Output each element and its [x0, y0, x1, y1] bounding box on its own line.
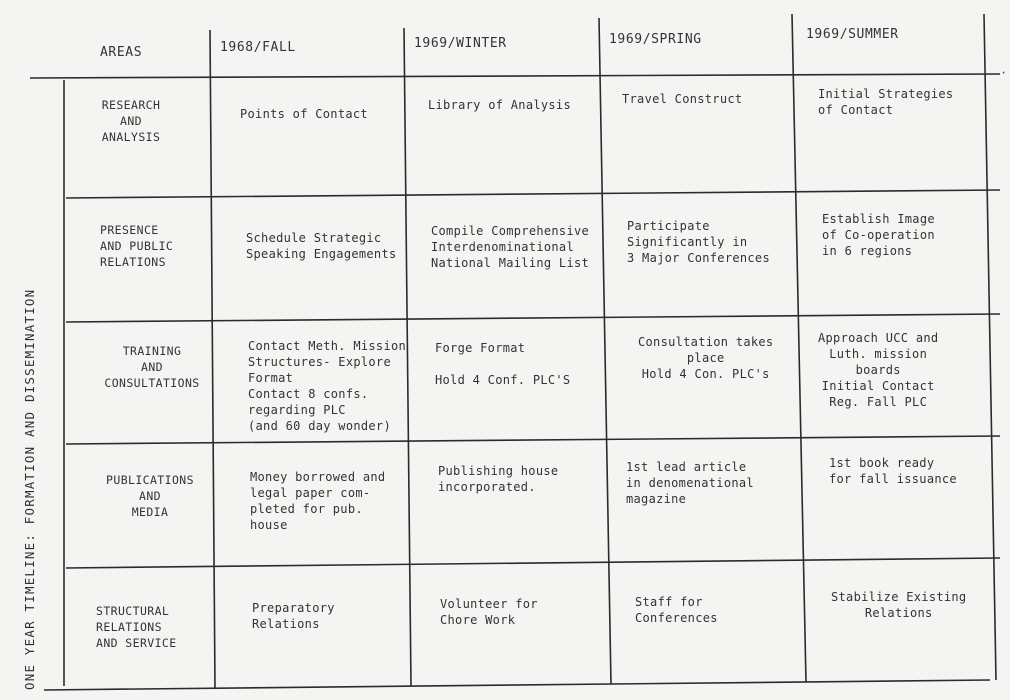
cell-r4-c2: Publishing house incorporated. [438, 464, 559, 494]
col-rule-5 [984, 14, 996, 680]
row-rule-2 [66, 314, 1000, 322]
area-training: TRAINING AND CONSULTATIONS [104, 344, 200, 390]
cell-r4-c1: Money borrowed and legal paper com- pleted for pub. house [250, 470, 386, 532]
header-col-4: 1969/SUMMER [806, 27, 899, 42]
cell-r5-c4: Stabilize Existing Relations [831, 590, 967, 620]
cell-r2-c1: Schedule Strategic Speaking Engagements [246, 231, 397, 261]
cell-r1-c3: Travel Construct [622, 92, 743, 106]
cell-r5-c3: Staff for Conferences [635, 595, 718, 625]
side-label: ONE YEAR TIMELINE: FORMATION AND DISSEMINATION [22, 288, 37, 690]
cell-r1-c4: Initial Strategies of Contact [818, 87, 954, 117]
cell-r2-c3: Participate Significantly in 3 Major Conferences [627, 219, 770, 265]
cell-r1-c2: Library of Analysis [428, 98, 571, 112]
area-research: RESEARCH AND ANALYSIS [101, 98, 161, 144]
cell-r2-c2: Compile Comprehensive Interdenominational National Mailing List [431, 224, 590, 270]
cell-r2-c4: Establish Image of Co-operation in 6 regions [822, 212, 935, 258]
cell-r3-c4: Approach UCC and Luth. mission boards Initial Contact Reg. Fall PLC [818, 331, 939, 409]
cell-r3-c1: Contact Meth. Mission Structures- Explore Format Contact 8 confs. regarding PLC (and 60 day wonder) [248, 339, 407, 433]
area-publications: PUBLICATIONS AND MEDIA [106, 473, 194, 519]
header-col-3: 1969/SPRING [609, 32, 702, 47]
col-rule-4 [792, 14, 806, 682]
cell-r3-c2: Forge Format Hold 4 Conf. PLC'S [435, 341, 571, 387]
cell-r5-c2: Volunteer for Chore Work [440, 597, 538, 627]
header-areas: AREAS [100, 45, 143, 60]
header-rule [30, 74, 1000, 78]
area-presence: PRESENCE AND PUBLIC RELATIONS [100, 223, 174, 269]
col-rule-1 [210, 30, 215, 688]
cell-r3-c3: Consultation takes place Hold 4 Con. PLC's [638, 335, 774, 381]
cell-r4-c4: 1st book ready for fall issuance [829, 456, 957, 486]
cell-r5-c1: Preparatory Relations [252, 601, 335, 631]
col-rule-3 [599, 18, 611, 684]
header-col-1: 1968/FALL [220, 40, 296, 55]
row-rule-1 [66, 190, 1000, 198]
margin-mark: · [1000, 66, 1008, 80]
header-col-2: 1969/WINTER [414, 36, 507, 51]
area-structural: STRUCTURAL RELATIONS AND SERVICE [96, 604, 177, 650]
bottom-rule [44, 680, 990, 690]
row-rule-3 [66, 436, 1000, 444]
row-rule-4 [66, 558, 1000, 568]
cell-r4-c3: 1st lead article in denomenational magazine [626, 460, 754, 506]
cell-r1-c1: Points of Contact [240, 107, 368, 121]
